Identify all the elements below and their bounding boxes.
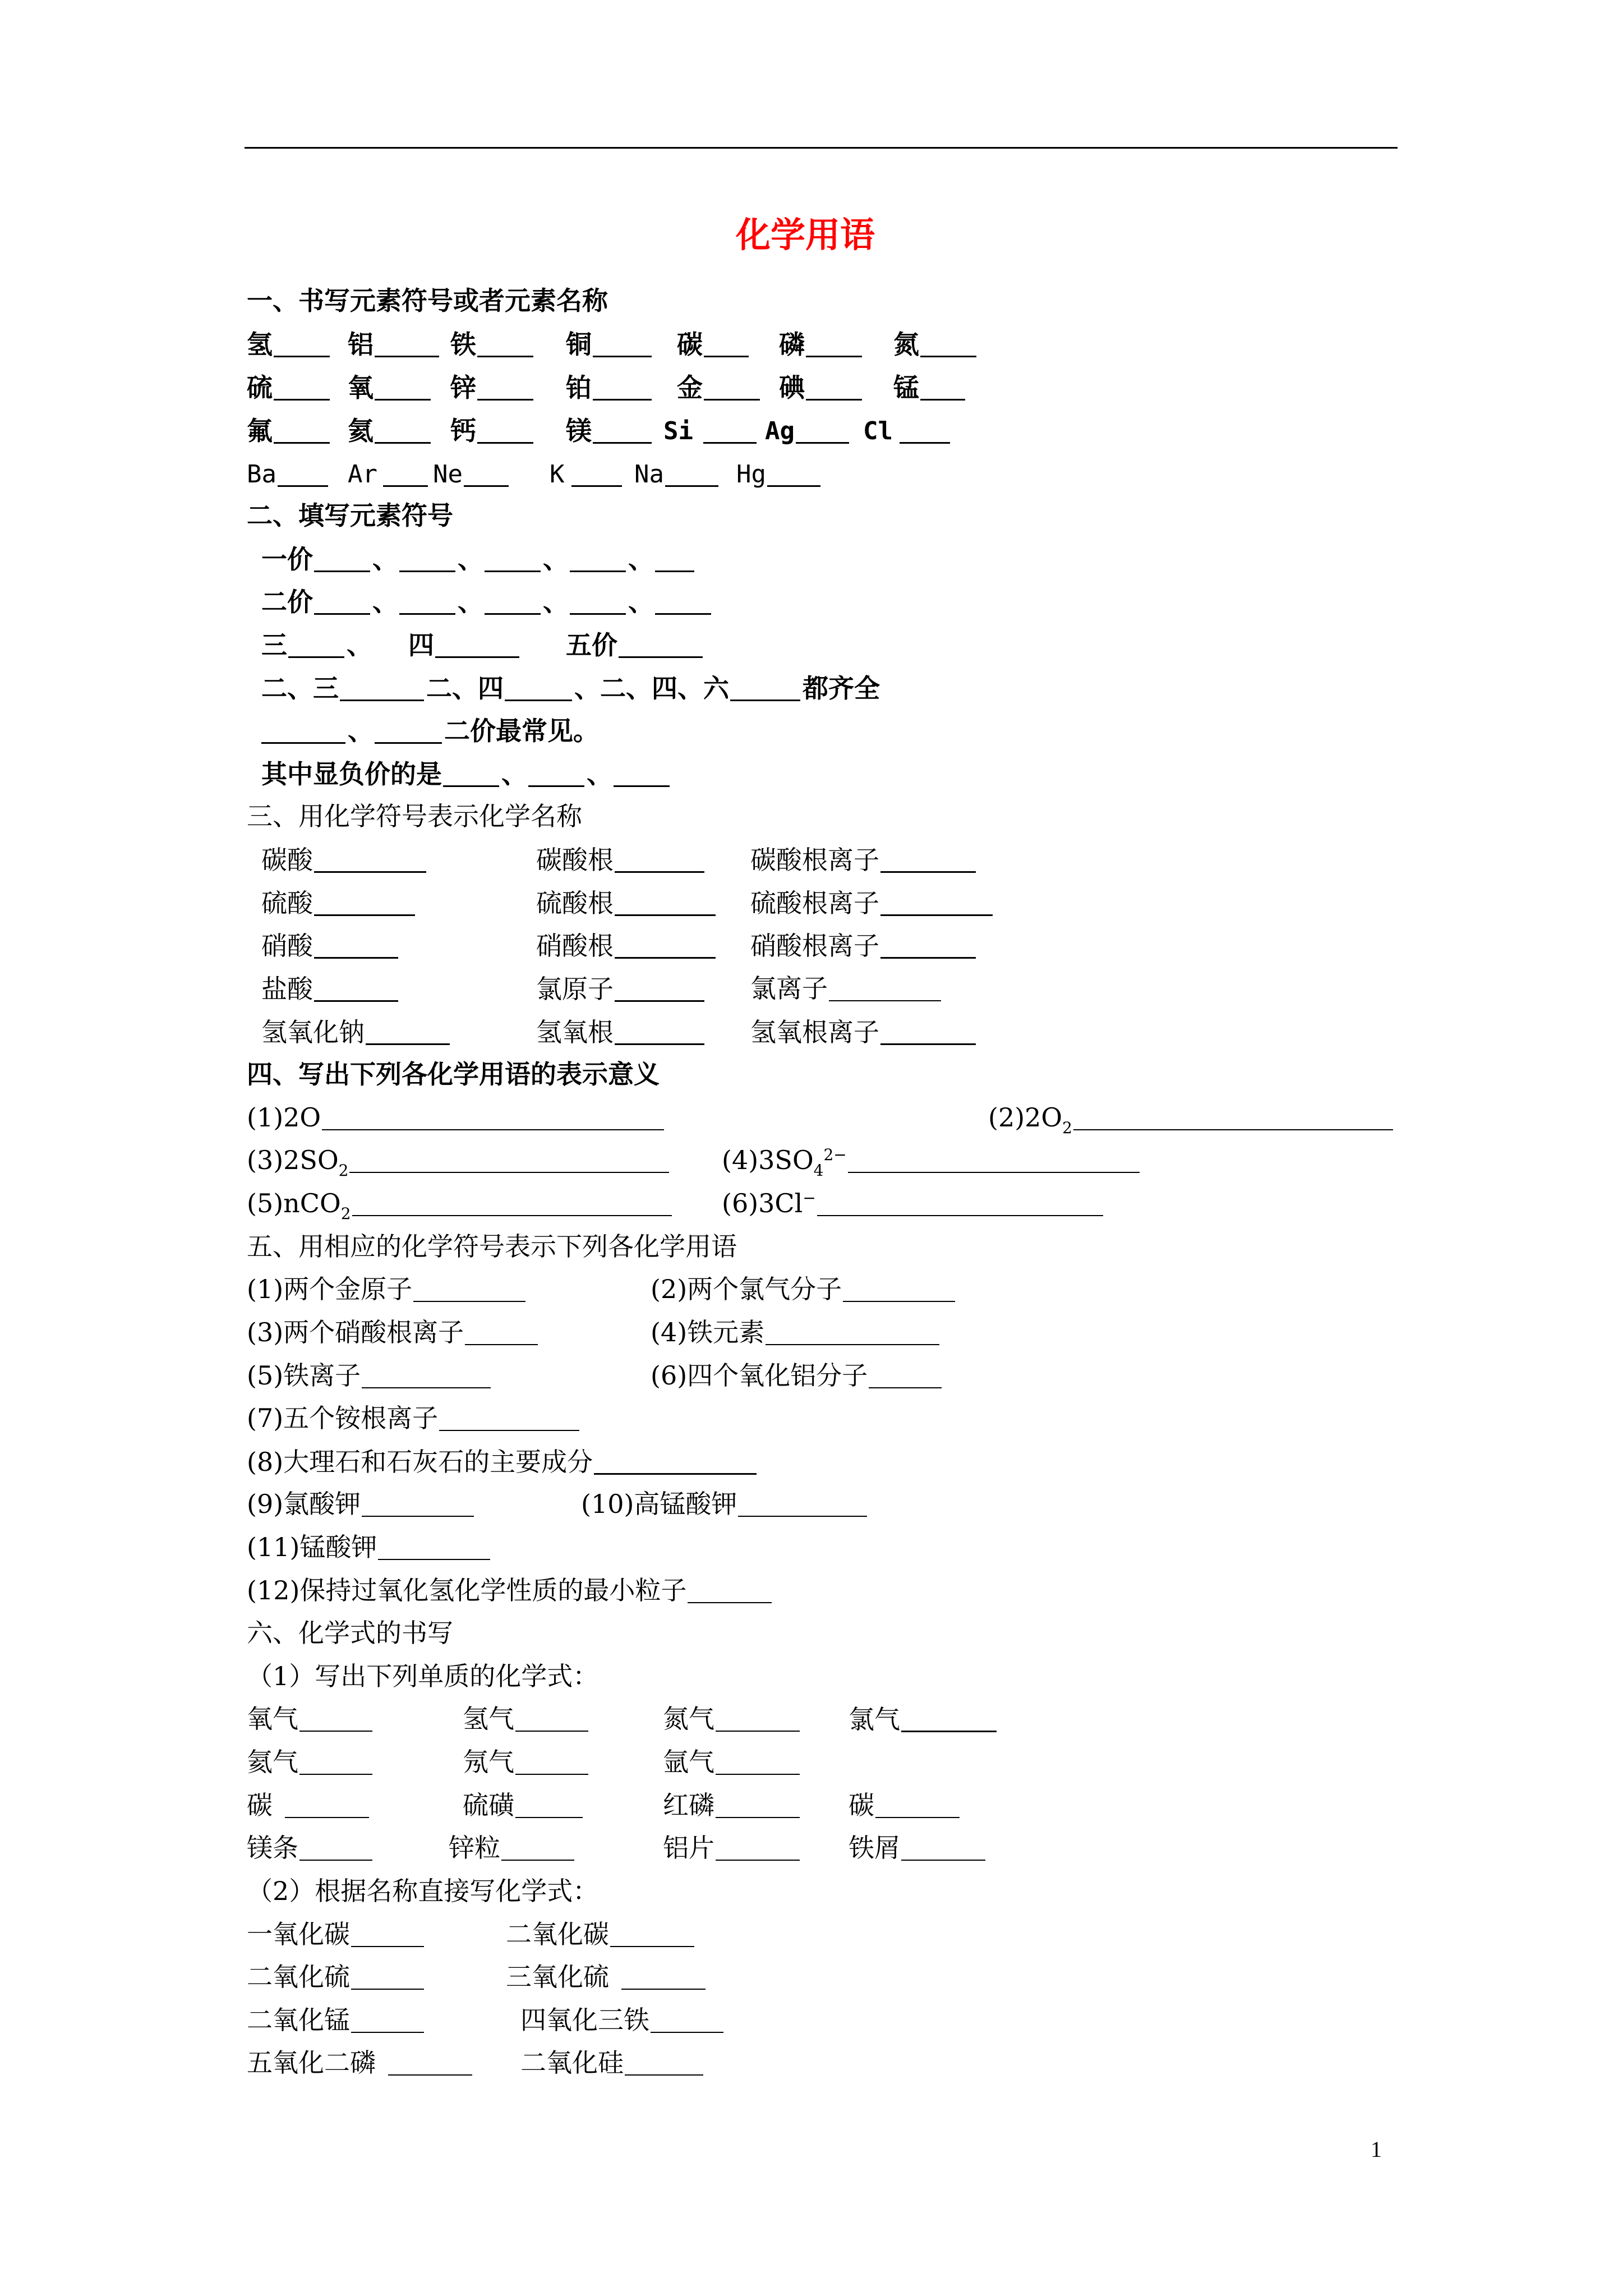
s6-item: 碳 bbox=[247, 1792, 371, 1818]
s6-item: 氖气 bbox=[463, 1749, 591, 1775]
s6-row bbox=[0, 2007, 1623, 2042]
answer-blank[interactable] bbox=[515, 1706, 588, 1732]
answer-blank[interactable] bbox=[615, 1019, 704, 1045]
answer-blank[interactable] bbox=[378, 1534, 490, 1560]
s6-item: 三氧化硫 bbox=[506, 1964, 708, 1990]
section-3-heading-line bbox=[0, 803, 1623, 838]
answer-blank[interactable] bbox=[806, 374, 862, 401]
answer-blank[interactable] bbox=[314, 546, 370, 572]
s1-item: 镁 bbox=[566, 417, 654, 444]
s1-item: 氢 bbox=[247, 331, 332, 357]
answer-blank[interactable] bbox=[880, 932, 976, 959]
answer-blank[interactable] bbox=[900, 417, 950, 444]
s3-item: 盐酸 bbox=[261, 976, 400, 1002]
answer-blank[interactable] bbox=[375, 417, 431, 444]
answer-blank[interactable] bbox=[314, 588, 370, 615]
s1-item: Ba bbox=[247, 461, 330, 487]
s3-item: 氯原子 bbox=[536, 976, 707, 1002]
answer-blank[interactable] bbox=[515, 1749, 588, 1775]
answer-blank[interactable] bbox=[464, 461, 509, 487]
answer-blank[interactable] bbox=[621, 1964, 706, 1990]
s6-row bbox=[0, 1792, 1623, 1827]
answer-blank[interactable] bbox=[375, 717, 442, 744]
s1-item: Si bbox=[663, 417, 759, 444]
s1-item: K bbox=[550, 461, 624, 487]
answer-blank[interactable] bbox=[593, 417, 652, 444]
s6-item: 锌粒 bbox=[449, 1835, 577, 1861]
answer-blank[interactable] bbox=[352, 1190, 672, 1216]
answer-blank[interactable] bbox=[515, 1792, 583, 1818]
s1-item: Cl bbox=[863, 417, 952, 444]
s3-item: 硝酸 bbox=[261, 932, 400, 959]
answer-blank[interactable] bbox=[285, 1792, 369, 1818]
answer-blank[interactable] bbox=[848, 1147, 1140, 1173]
answer-blank[interactable] bbox=[869, 1363, 942, 1388]
s3-item: 氢氧根 bbox=[536, 1019, 707, 1045]
answer-blank[interactable] bbox=[299, 1749, 372, 1775]
answer-blank[interactable] bbox=[443, 761, 499, 787]
answer-blank[interactable] bbox=[610, 1921, 694, 1947]
page-title: 化学用语 bbox=[736, 214, 875, 255]
s2-line-4 bbox=[0, 675, 1623, 710]
answer-blank[interactable] bbox=[738, 1491, 867, 1517]
answer-blank[interactable] bbox=[477, 374, 533, 401]
answer-blank[interactable] bbox=[465, 1319, 538, 1345]
answer-blank[interactable] bbox=[261, 717, 345, 744]
answer-blank[interactable] bbox=[314, 846, 426, 873]
s1-row-4 bbox=[0, 461, 1623, 495]
answer-blank[interactable] bbox=[274, 331, 330, 357]
s1-item: 铂 bbox=[566, 374, 654, 401]
answer-blank[interactable] bbox=[413, 1276, 525, 1302]
s2-line-3 bbox=[0, 632, 1623, 666]
s2-line-1 bbox=[0, 546, 1623, 581]
answer-blank[interactable] bbox=[901, 1706, 997, 1732]
answer-blank[interactable] bbox=[375, 331, 439, 357]
s6-item: 氯气 bbox=[849, 1706, 999, 1732]
s2-item: 二价 、 、 、 、 bbox=[261, 588, 713, 615]
s6-subheading-1: （1）写出下列单质的化学式： bbox=[247, 1661, 599, 1691]
answer-blank[interactable] bbox=[528, 761, 584, 787]
answer-blank[interactable] bbox=[920, 331, 976, 357]
s1-item: 磷 bbox=[779, 331, 864, 357]
s1-item: 铁 bbox=[450, 331, 536, 357]
s5-item: (7)五个铵根离子 bbox=[247, 1405, 582, 1431]
answer-blank[interactable] bbox=[880, 890, 993, 916]
answer-blank[interactable] bbox=[615, 890, 716, 916]
answer-blank[interactable] bbox=[375, 374, 431, 401]
s5-row bbox=[0, 1534, 1623, 1569]
answer-blank[interactable] bbox=[766, 1319, 939, 1345]
s5-row bbox=[0, 1276, 1623, 1311]
s2-line-2 bbox=[0, 588, 1623, 623]
s4-row bbox=[0, 1147, 1623, 1182]
s6-item: 红磷 bbox=[663, 1792, 802, 1818]
s5-item: (11)锰酸钾 bbox=[247, 1534, 492, 1560]
s4-row bbox=[0, 1190, 1623, 1225]
s2-item: 其中显负价的是 、 、 bbox=[261, 761, 672, 787]
answer-blank[interactable] bbox=[704, 331, 749, 357]
s3-row bbox=[0, 890, 1623, 924]
s5-item: (3)两个硝酸根离子 bbox=[247, 1319, 540, 1345]
s5-item: (1)两个金原子 bbox=[247, 1276, 528, 1302]
answer-blank[interactable] bbox=[704, 374, 760, 401]
answer-blank[interactable] bbox=[796, 417, 849, 444]
s3-item: 硫酸 bbox=[261, 890, 417, 916]
s5-row bbox=[0, 1577, 1623, 1612]
answer-blank[interactable] bbox=[477, 331, 533, 357]
answer-blank[interactable] bbox=[703, 417, 757, 444]
answer-blank[interactable] bbox=[688, 1577, 772, 1603]
s6-item: 四氧化三铁 bbox=[520, 2007, 726, 2033]
s1-item: 氦 bbox=[348, 417, 433, 444]
answer-blank[interactable] bbox=[274, 374, 330, 401]
answer-blank[interactable] bbox=[485, 588, 541, 615]
answer-blank[interactable] bbox=[314, 890, 415, 916]
answer-blank[interactable] bbox=[716, 1706, 800, 1732]
s6-row bbox=[0, 1706, 1623, 1741]
s3-item: 硫酸根离子 bbox=[750, 890, 995, 916]
s3-item: 氢氧化钠 bbox=[261, 1019, 452, 1045]
answer-blank[interactable] bbox=[349, 1147, 669, 1173]
answer-blank[interactable] bbox=[716, 1835, 800, 1861]
s1-item: 氧 bbox=[348, 374, 433, 401]
s3-row bbox=[0, 973, 1623, 1010]
s6-item: 二氧化锰 bbox=[247, 2007, 426, 2033]
answer-blank[interactable] bbox=[655, 588, 711, 615]
answer-blank[interactable] bbox=[299, 1706, 372, 1732]
s1-item: Ne bbox=[433, 461, 511, 487]
answer-blank[interactable] bbox=[619, 632, 703, 658]
s6-item: 铁屑 bbox=[849, 1835, 988, 1861]
s6-item: 硫磺 bbox=[463, 1792, 585, 1818]
answer-blank[interactable] bbox=[730, 675, 800, 701]
s2-item: 三 、 bbox=[261, 630, 372, 660]
s4-item: (3)2SO 2 bbox=[247, 1147, 671, 1173]
answer-blank[interactable] bbox=[615, 932, 716, 959]
section-6-heading-line bbox=[0, 1620, 1623, 1655]
answer-blank[interactable] bbox=[593, 331, 652, 357]
s1-item: 锌 bbox=[450, 374, 536, 401]
s3-row bbox=[0, 846, 1623, 881]
s1-item: 氟 bbox=[247, 417, 332, 444]
answer-blank[interactable] bbox=[351, 1921, 424, 1947]
s3-item: 氢氧根离子 bbox=[750, 1019, 978, 1045]
s6-item: 五氧化二磷 bbox=[247, 2050, 474, 2076]
s6-item: 一氧化碳 bbox=[247, 1921, 426, 1947]
s5-row bbox=[0, 1448, 1623, 1483]
answer-blank[interactable] bbox=[570, 588, 626, 615]
s6-item: 碳 bbox=[849, 1792, 962, 1818]
s5-item: (4)铁元素 bbox=[651, 1319, 942, 1345]
s4-item: (2)2O 2 bbox=[988, 1105, 1395, 1130]
answer-blank[interactable] bbox=[806, 331, 862, 357]
answer-blank[interactable] bbox=[594, 1448, 757, 1475]
answer-blank[interactable] bbox=[340, 675, 424, 701]
answer-blank[interactable] bbox=[817, 1190, 1103, 1216]
answer-blank[interactable] bbox=[901, 1835, 985, 1861]
s1-item: 碳 bbox=[677, 331, 751, 357]
s6-row bbox=[0, 1921, 1623, 1956]
s6-item: 氩气 bbox=[663, 1749, 802, 1775]
s1-item: 铜 bbox=[566, 331, 654, 357]
s5-item: (12)保持过氧化氢化学性质的最小粒子 bbox=[247, 1577, 774, 1603]
answer-blank[interactable] bbox=[1073, 1105, 1393, 1130]
answer-blank[interactable] bbox=[299, 1835, 372, 1861]
page-number: 1 bbox=[1371, 2137, 1382, 2162]
s6-subheading-2: （2）根据名称直接写化学式： bbox=[247, 1876, 599, 1906]
s1-item: 锰 bbox=[893, 374, 967, 401]
s5-row bbox=[0, 1491, 1623, 1526]
answer-blank[interactable] bbox=[716, 1749, 800, 1775]
answer-blank[interactable] bbox=[366, 1019, 450, 1045]
s6-subheading-line bbox=[0, 1878, 1623, 1913]
answer-blank[interactable] bbox=[829, 976, 941, 1001]
s1-item: 碘 bbox=[779, 374, 864, 401]
s2-item: 五价 bbox=[566, 632, 705, 658]
s1-item: Hg bbox=[736, 461, 823, 487]
answer-blank[interactable] bbox=[501, 1835, 574, 1861]
s2-line-6 bbox=[0, 761, 1623, 795]
s6-row bbox=[0, 1749, 1623, 1784]
s6-item: 氮气 bbox=[663, 1706, 802, 1732]
s3-item: 硝酸根离子 bbox=[750, 932, 978, 959]
s2-item: 四 bbox=[408, 632, 522, 658]
answer-blank[interactable] bbox=[439, 1405, 579, 1431]
section-6-heading: 六、化学式的书写 bbox=[247, 1618, 453, 1648]
s6-row bbox=[0, 1835, 1623, 1870]
answer-blank[interactable] bbox=[314, 932, 398, 959]
answer-blank[interactable] bbox=[880, 846, 976, 873]
section-1-heading-line bbox=[0, 288, 1623, 323]
answer-blank[interactable] bbox=[651, 2007, 723, 2033]
answer-blank[interactable] bbox=[383, 461, 428, 487]
answer-blank[interactable] bbox=[571, 461, 622, 487]
answer-blank[interactable] bbox=[399, 546, 455, 572]
answer-blank[interactable] bbox=[615, 846, 704, 873]
s3-item: 碳酸 bbox=[261, 846, 428, 873]
answer-blank[interactable] bbox=[362, 1363, 491, 1388]
answer-blank[interactable] bbox=[288, 632, 344, 658]
s1-item: 钙 bbox=[450, 417, 536, 444]
s1-item: Ag bbox=[765, 417, 851, 444]
answer-blank[interactable] bbox=[665, 461, 718, 487]
answer-blank[interactable] bbox=[274, 417, 330, 444]
s5-item: (10)高锰酸钾 bbox=[581, 1491, 869, 1517]
s5-item: (8)大理石和石灰石的主要成分 bbox=[247, 1448, 759, 1475]
answer-blank[interactable] bbox=[485, 546, 541, 572]
answer-blank[interactable] bbox=[362, 1491, 474, 1517]
s6-item: 铝片 bbox=[663, 1835, 802, 1861]
s4-row bbox=[0, 1102, 1623, 1139]
s3-item: 碳酸根离子 bbox=[750, 846, 978, 873]
s3-item: 氯离子 bbox=[750, 976, 943, 1001]
answer-blank[interactable] bbox=[399, 588, 455, 615]
s6-item: 二氧化硅 bbox=[520, 2050, 706, 2076]
section-2-heading: 二、填写元素符号 bbox=[247, 500, 453, 531]
s6-item: 二氧化硫 bbox=[247, 1964, 426, 1990]
s1-item: Na bbox=[634, 461, 721, 487]
section-5-heading: 五、用相应的化学符号表示下列各化学用语 bbox=[247, 1231, 737, 1262]
section-4-heading-line bbox=[0, 1061, 1623, 1096]
answer-blank[interactable] bbox=[625, 2050, 703, 2076]
s6-row bbox=[0, 2047, 1623, 2085]
s6-subheading-line bbox=[0, 1663, 1623, 1698]
answer-blank[interactable] bbox=[614, 761, 670, 787]
answer-blank[interactable] bbox=[593, 374, 652, 401]
answer-blank[interactable] bbox=[843, 1276, 955, 1302]
section-3-heading: 三、用化学符号表示化学名称 bbox=[247, 801, 582, 831]
answer-blank[interactable] bbox=[615, 976, 704, 1002]
answer-blank[interactable] bbox=[388, 2050, 472, 2076]
s1-row-2 bbox=[0, 374, 1623, 409]
s3-item: 硝酸根 bbox=[536, 932, 718, 959]
section-5-heading-line bbox=[0, 1231, 1623, 1268]
s6-item: 二氧化碳 bbox=[506, 1921, 697, 1947]
s4-item: (1)2O bbox=[247, 1105, 666, 1130]
answer-blank[interactable] bbox=[314, 976, 398, 1002]
answer-blank[interactable] bbox=[880, 1019, 976, 1045]
answer-blank[interactable] bbox=[655, 546, 694, 572]
s4-item: (4)3SO 4 2− bbox=[722, 1147, 1142, 1173]
answer-blank[interactable] bbox=[322, 1105, 664, 1130]
s4-item: (5)nCO 2 bbox=[247, 1190, 674, 1216]
answer-blank[interactable] bbox=[570, 546, 626, 572]
section-1-heading: 一、书写元素符号或者元素名称 bbox=[247, 286, 608, 316]
section-2-heading-line bbox=[0, 500, 1623, 537]
s3-row bbox=[0, 932, 1623, 967]
s2-item: 、 二价最常见。 bbox=[261, 717, 599, 744]
s5-item: (5)铁离子 bbox=[247, 1363, 493, 1388]
answer-blank[interactable] bbox=[351, 2007, 424, 2033]
answer-blank[interactable] bbox=[351, 1964, 424, 1990]
s5-row bbox=[0, 1360, 1623, 1397]
answer-blank[interactable] bbox=[505, 675, 572, 701]
s3-item: 碳酸根 bbox=[536, 846, 707, 873]
section-4-heading: 四、写出下列各化学用语的表示意义 bbox=[247, 1059, 660, 1089]
s2-line-5 bbox=[0, 717, 1623, 752]
s5-item: (9)氯酸钾 bbox=[247, 1491, 476, 1517]
answer-blank[interactable] bbox=[875, 1792, 960, 1818]
s1-item: 金 bbox=[677, 374, 762, 401]
s6-item: 氦气 bbox=[247, 1749, 375, 1775]
s3-item: 硫酸根 bbox=[536, 890, 718, 916]
s5-row bbox=[0, 1319, 1623, 1354]
answer-blank[interactable] bbox=[767, 461, 820, 487]
s5-item: (2)两个氯气分子 bbox=[651, 1276, 957, 1302]
answer-blank[interactable] bbox=[435, 632, 519, 658]
answer-blank[interactable] bbox=[716, 1792, 800, 1818]
s2-item: 一价 、 、 、 、 bbox=[261, 546, 697, 572]
answer-blank[interactable] bbox=[920, 374, 965, 401]
s5-item: (6)四个氧化铝分子 bbox=[651, 1363, 944, 1388]
answer-blank[interactable] bbox=[477, 417, 533, 444]
s1-item: Ar bbox=[348, 461, 430, 487]
s6-item: 氢气 bbox=[463, 1706, 591, 1732]
s2-item: 二、三 二、四 、二、四、六 都齐全 bbox=[261, 673, 880, 703]
s1-item: 氮 bbox=[893, 331, 979, 357]
answer-blank[interactable] bbox=[278, 461, 328, 487]
s6-item: 氧气 bbox=[247, 1706, 375, 1732]
s1-row-1 bbox=[0, 331, 1623, 366]
header-rule bbox=[245, 147, 1398, 149]
s1-item: 铝 bbox=[348, 331, 441, 357]
s5-row bbox=[0, 1405, 1623, 1440]
s4-item: (6)3Cl − bbox=[722, 1190, 1105, 1216]
s3-row bbox=[0, 1019, 1623, 1053]
s1-item: 硫 bbox=[247, 374, 332, 401]
s6-row bbox=[0, 1964, 1623, 1999]
s6-item: 镁条 bbox=[247, 1835, 375, 1861]
s1-row-3 bbox=[0, 417, 1623, 452]
